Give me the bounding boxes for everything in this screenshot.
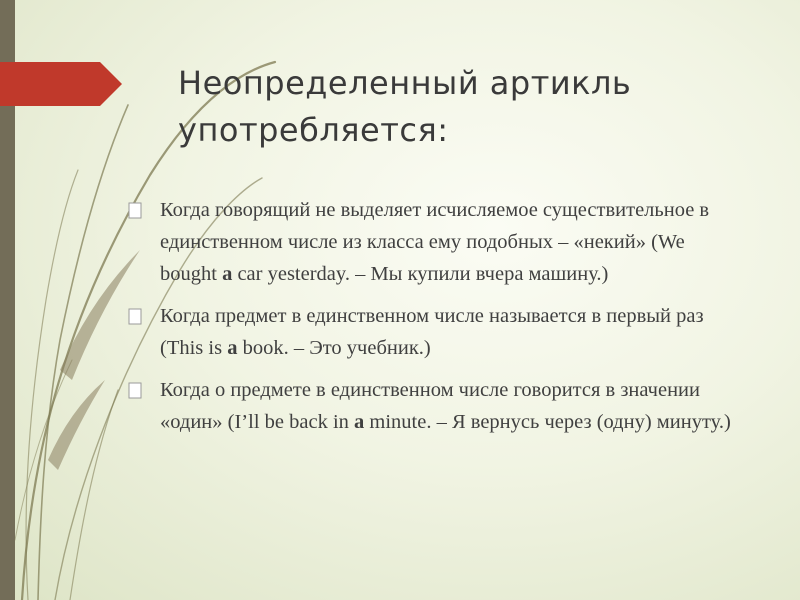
bullet-3-article: a [354,411,365,433]
bullet-1-article: a [222,263,233,285]
bullet-2-text-after: book. – Это учебник.) [237,337,431,359]
bullet-item-1 [126,194,746,290]
bullet-1-text-after: car yesterday. – Мы купили вчера машину.) [232,263,609,285]
square-bullet-icon [128,308,143,325]
square-bullet-icon [128,202,143,219]
bullet-2-text-before: Когда предмет в единственном числе называется в первый раз (This is [160,305,704,359]
bullet-3-text-before: Когда о предмете в единственном числе говорится в значении «один» (I’ll be back in [160,379,700,433]
bullet-3-text-after: minute. – Я вернусь через (одну) минуту.) [364,411,731,433]
bullet-item-3 [126,374,746,438]
slide-title: Неопределенный артикль употребляется: [178,64,632,149]
bullet-item-2 [126,300,746,364]
bullet-2-article: a [227,337,238,359]
square-bullet-icon [128,382,143,399]
bullet-list [126,194,746,448]
bullet-1-text-before: Когда говорящий не выделяет исчисляемое существительное в единственном числе из класса ему подобных – «некий» (We bought [160,199,710,285]
red-pentagon-arrow-icon [0,62,122,106]
